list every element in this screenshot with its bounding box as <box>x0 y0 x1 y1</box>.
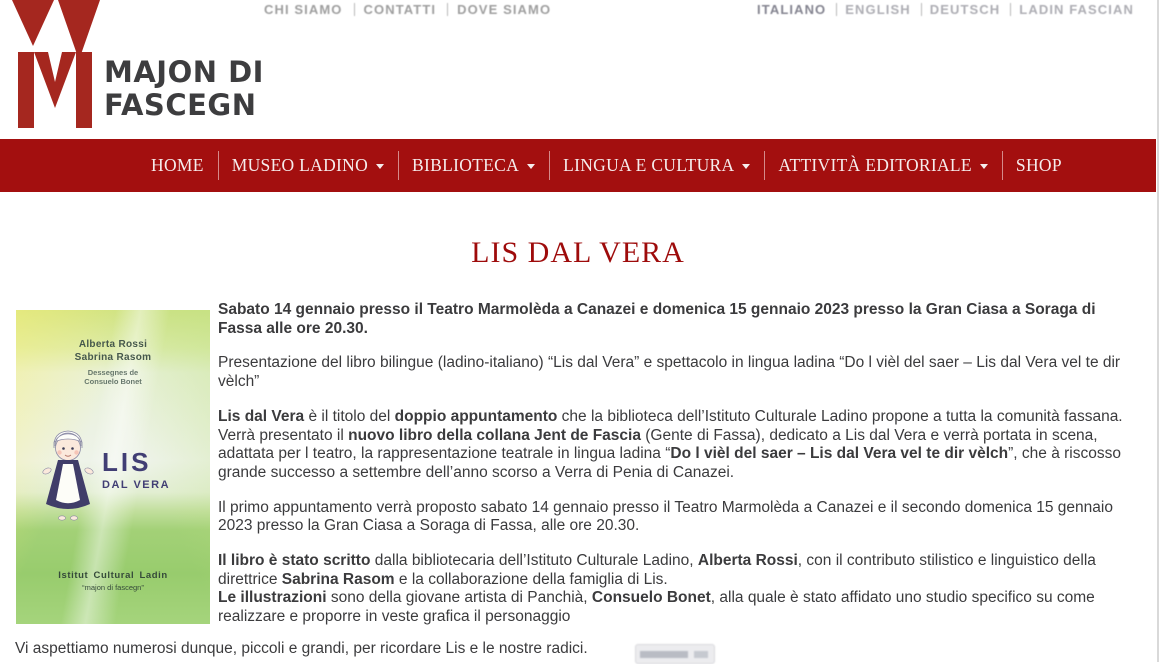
main-nav <box>0 139 1156 192</box>
nav-item-museo-ladino[interactable] <box>218 139 398 192</box>
logo-line2: FASCEGN <box>104 88 257 122</box>
page-right-divider <box>1157 0 1159 662</box>
nav-item-attivit-editoriale[interactable] <box>764 139 1001 192</box>
nav-item-label: SHOP <box>1015 155 1062 175</box>
nav-item-home[interactable] <box>137 139 218 192</box>
nav-item-label: LINGUA E CULTURA <box>563 155 735 175</box>
logo-wordmark <box>104 56 264 122</box>
nav-item-label: BIBLIOTECA <box>412 155 520 175</box>
chevron-down-icon <box>742 164 750 169</box>
cover-author: Alberta Rossi <box>78 339 148 350</box>
nav-item-label: MUSEO LADINO <box>231 155 369 175</box>
cover-authors <box>16 338 210 364</box>
chevron-down-icon <box>527 164 535 169</box>
social-share-button[interactable] <box>635 644 715 664</box>
cover-credit-line: Dessegnes de <box>87 368 139 377</box>
article-paragraph: Presentazione del libro bilingue (ladino-italiano) “Lis dal Vera” e spettacolo in lingua ladina “Do l vièl del saer – Lis dal Vera vel te dir vèlch” <box>218 354 1121 391</box>
cover-title-big: LIS <box>102 447 152 477</box>
top-links-nav <box>264 2 551 17</box>
article-paragraph: Le illustrazioni sono della giovane artista di Panchià, Consuelo Bonet, alla quale è stato affidato uno studio specifico su come realizzare e proporre in veste grafica il personaggio <box>218 589 1095 626</box>
cover-publisher-line: Istitut Cultural Ladin <box>58 570 168 581</box>
chevron-down-icon <box>376 164 384 169</box>
article-paragraph: Il libro è stato scritto dalla bibliotecaria dell’Istituto Culturale Ladino, Alberta Rossi, con il contributo stilistico e linguistico della direttrice Sabrina Rasom e la collaborazione della famiglia di Lis. <box>218 552 1096 588</box>
lang-link-ladin-fascian[interactable]: LADIN FASCIAN <box>1019 2 1134 17</box>
cover-title-small: DAL VERA <box>102 479 171 491</box>
book-cover-image[interactable] <box>16 310 210 624</box>
nav-item-label: HOME <box>151 155 204 175</box>
cover-publisher-line: “majon di fascegn” <box>82 583 144 592</box>
cover-illustration-credit <box>16 368 210 386</box>
logo[interactable] <box>10 0 270 132</box>
language-nav <box>757 2 1134 17</box>
lang-link-italiano[interactable]: ITALIANO <box>757 2 845 17</box>
top-link-contatti[interactable]: CONTATTI <box>364 2 458 17</box>
cover-author: Sabrina Rasom <box>74 352 152 363</box>
cover-title <box>102 448 170 491</box>
top-link-dove-siamo[interactable]: DOVE SIAMO <box>457 2 552 17</box>
nav-item-lingua-e-cultura[interactable] <box>549 139 764 192</box>
article-paragraph: Lis dal Vera è il titolo del doppio appuntamento che la biblioteca dell’Istituto Culturale Ladino propone a tutta la comunità fassana. Verrà presentato il nuovo libro della collana Jent de Fascia (Gente di Fassa), dedicato a Lis dal Vera e verrà portata in scena, adattata per l teatro, la rappresentazione teatrale in lingua ladina “Do l vièl del saer – Lis dal Vera vel te dir vèlch”, che à riscosso grande successo a settembre dell’anno scorso a Verra di Penia di Canazei. <box>218 407 1123 481</box>
chevron-down-icon <box>980 164 988 169</box>
article-body <box>218 301 1138 643</box>
logo-line1: MAJON DI <box>104 55 264 89</box>
lis-character-illustration <box>38 426 98 526</box>
article-paragraph: Sabato 14 gennaio presso il Teatro Marmolèda a Canazei e domenica 15 gennaio 2023 presso la Gran Ciasa a Soraga di Fassa alle ore 20.30. <box>218 301 1096 337</box>
closing-line: Vi aspettiamo numerosi dunque, piccoli e grandi, per ricordare Lis e le nostre radici. <box>15 640 588 657</box>
cover-credit-line: Consuelo Bonet <box>84 377 142 386</box>
article-paragraph: Il primo appuntamento verrà proposto sabato 14 gennaio presso il Teatro Marmolèda a Canazei e il secondo domenica 15 gennaio 2023 presso la Gran Ciasa a Soraga di Fassa, alle ore 20.30. <box>218 498 1113 535</box>
lang-link-deutsch[interactable]: DEUTSCH <box>930 2 1020 17</box>
nav-item-label: ATTIVITÀ EDITORIALE <box>778 155 972 175</box>
nav-item-biblioteca[interactable] <box>398 139 549 192</box>
cover-publisher <box>16 570 210 592</box>
lang-link-english[interactable]: ENGLISH <box>845 2 929 17</box>
nav-item-shop[interactable] <box>1002 139 1076 192</box>
page-title: LIS DAL VERA <box>471 236 685 269</box>
top-link-chi-siamo[interactable]: CHI SIAMO <box>264 2 364 17</box>
majon-di-fascegn-logo-icon <box>10 0 100 130</box>
